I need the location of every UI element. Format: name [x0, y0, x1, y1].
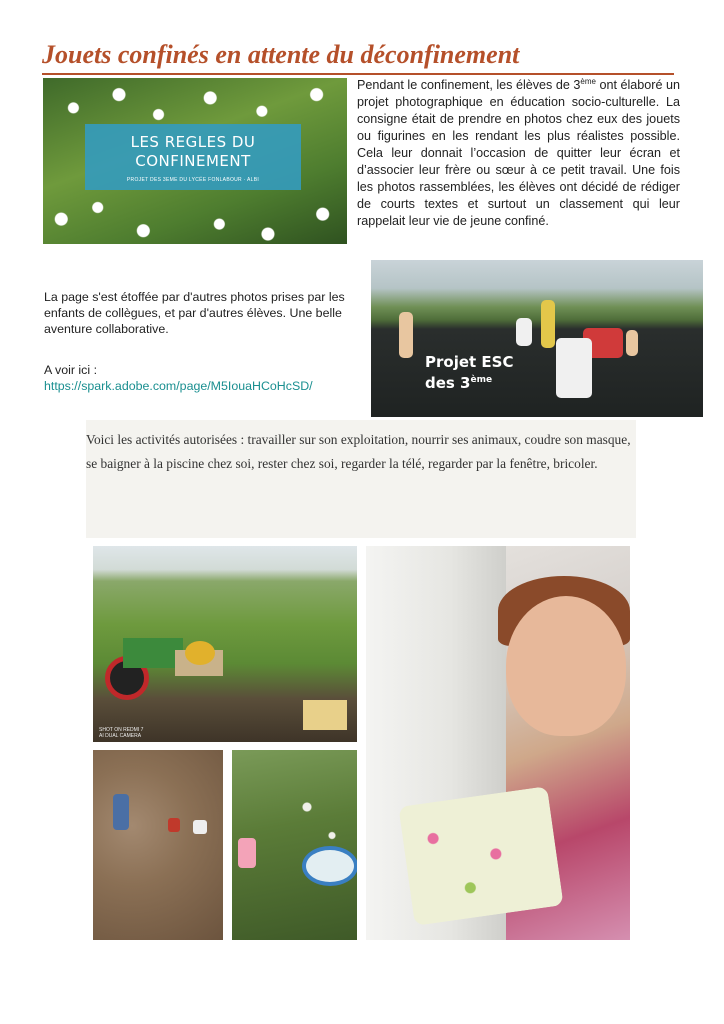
banner-subtitle: PROJET DES 3EME DU LYCÉE FONLABOUR · ALBI: [126, 177, 260, 183]
tractor-body: [123, 638, 183, 668]
title-underline: [42, 73, 674, 75]
project-label: Projet ESC des 3ème: [425, 353, 514, 392]
figurine: [626, 330, 638, 356]
trampoline-photo: [371, 260, 703, 417]
floral-fabric: [398, 786, 563, 926]
figurine: [556, 338, 592, 398]
hay-bale: [185, 641, 215, 665]
doll-sewing-photo: [366, 546, 630, 940]
figurine: [541, 300, 555, 348]
doll-head: [506, 596, 626, 736]
garden-pool-photo: [232, 750, 357, 940]
confinement-banner: [85, 124, 301, 190]
figurine: [168, 818, 180, 832]
pool-toy: [302, 846, 357, 886]
figurine: [516, 318, 532, 346]
page-title: Jouets confinés en attente du déconfinement: [42, 40, 520, 69]
tractor-field-photo: [93, 546, 357, 742]
figurine: [113, 794, 129, 830]
daisy-banner-photo: [43, 78, 347, 244]
authorized-activities-box: [86, 420, 636, 538]
intro-paragraph: Pendant le confinement, les élèves de 3ème ont élaboré un projet photographique en éducation socio-culturelle. La consigne était de prendre en photos chez eux des jouets ou figurines en les rendant les plus réalistes possible. Cela leur donnait l’occasion de quitter leur écran et d’associer leur frère ou sœur à ce petit travail. Une fois les photos rassemblées, les élèves ont décidé de rédiger de courts textes et surtout un classement qui leur rappelait leur vie de jeune confiné.: [357, 77, 680, 228]
hay-block: [303, 700, 347, 730]
authorized-activities-text: Voici les activités autorisées : travailler sur son exploitation, nourrir ses animaux, coudre son masque, se baigner à la piscine chez soi, rester chez soi, regarder la télé, regarder par la fenêtre, bricoler.: [86, 432, 631, 471]
camera-watermark: SHOT ON REDMI 7 AI DUAL CAMERA: [99, 727, 144, 739]
collab-paragraph: La page s'est étoffée par d'autres photos prises par les enfants de collègues, et par d'autres élèves. Une belle aventure collaborative.: [44, 290, 345, 336]
figurine: [238, 838, 256, 868]
spark-link[interactable]: https://spark.adobe.com/page/M5IouaHCoHcSD/: [44, 379, 313, 393]
figurine: [399, 312, 413, 358]
dirt-figures-photo: [93, 750, 223, 940]
banner-title: LES REGLES DU CONFINEMENT: [130, 133, 256, 170]
figurine: [193, 820, 207, 834]
see-here-label: A voir ici :: [44, 363, 98, 377]
